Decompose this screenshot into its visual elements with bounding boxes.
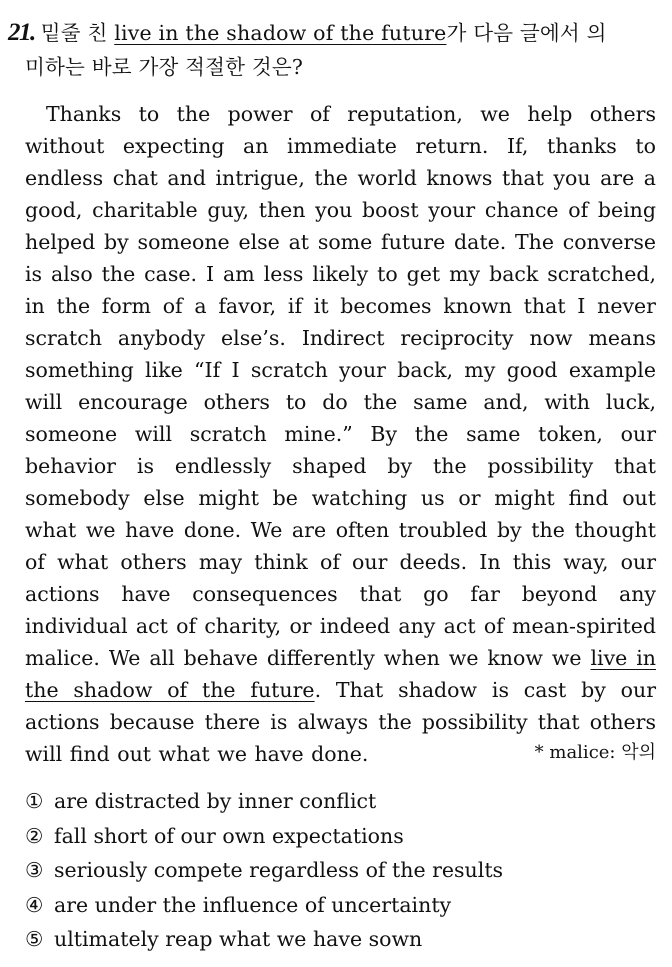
choice-2[interactable] (25, 819, 655, 854)
prompt-text-before: 밑줄 친 (40, 21, 115, 45)
answer-choices (25, 784, 655, 957)
choice-text: are distracted by inner conflict (54, 789, 377, 813)
choice-number: ② (25, 823, 44, 848)
choice-text: ultimately reap what we have sown (54, 927, 423, 951)
footnote: * malice: 악의 (534, 742, 656, 763)
prompt-line-2: 미하는 바로 가장 적절한 것은? (25, 55, 304, 79)
passage-text-after: . That shadow is cast by our actions because there is always the possibility that others will find out what we have done. (25, 678, 656, 766)
prompt-underlined-phrase: live in the shadow of the future (114, 21, 447, 45)
choice-number: ③ (25, 858, 44, 882)
choice-number: ④ (25, 892, 44, 917)
passage-underlined-phrase: live in the shadow of the future (25, 646, 656, 702)
choice-3[interactable] (25, 853, 655, 888)
question-number: 21. (8, 19, 35, 46)
choice-text: seriously compete regardless of the results (54, 858, 504, 882)
choice-text: are under the influence of uncertainty (54, 892, 452, 917)
prompt-text-after: 가 다음 글에서 의 (446, 21, 607, 45)
choice-4[interactable] (25, 888, 655, 923)
choice-text: fall short of our own expectations (54, 823, 404, 848)
question-prompt (8, 16, 658, 84)
choice-1[interactable] (25, 784, 655, 819)
choice-number: ⑤ (25, 927, 44, 951)
passage-text-before: Thanks to the power of reputation, we help others without expecting an immediate return. If, thanks to endless chat and intrigue, the world knows that you are a good, charitable guy, then you boost your chance of being helped by someone else at some future date. The converse is also the case. I am less likely to get my back scratched, in the form of a favor, if it becomes known that I never scratch anybody else’s. Indirect reciprocity now means something like “If I scratch your back, my good example will encourage others to do the same and, with luck, someone will scratch mine.” By the same token, our behavior is endlessly shaped by the possibility that somebody else might be watching us or might find out what we have done. We are often troubled by the thought of what others may think of our deeds. In this way, our actions have consequences that go far beyond any individual act of charity, or indeed any act of mean-spirited malice. We all behave differently when we know we (25, 102, 656, 670)
reading-passage (25, 98, 656, 770)
choice-5[interactable] (25, 922, 655, 957)
choice-number: ① (25, 789, 44, 813)
